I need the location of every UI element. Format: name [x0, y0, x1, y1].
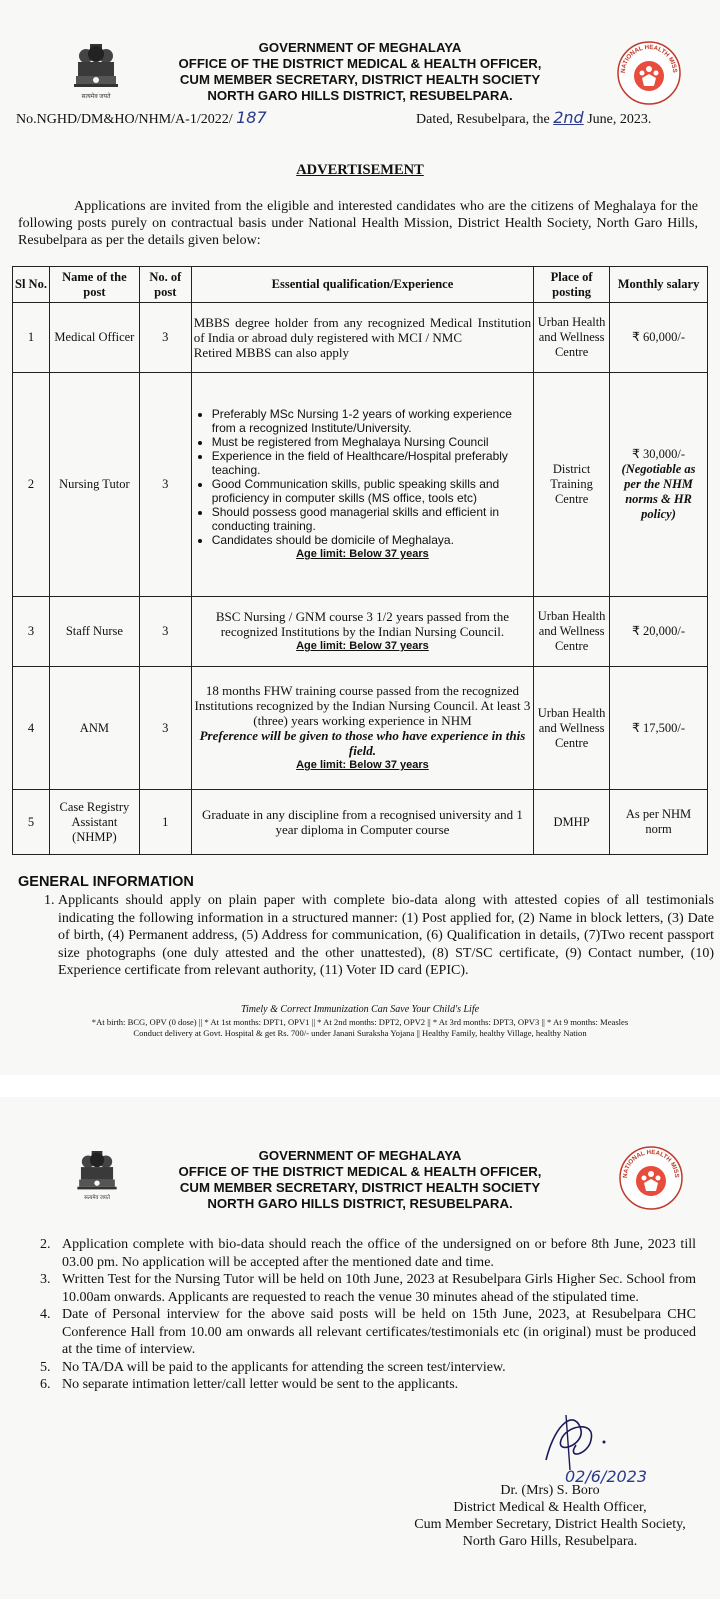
footer-line-1: *At birth: BCG, OPV (0 dose) || * At 1st months: DPT1, OPV1 || * At 2nd months: DPT2, OPV2 || * At 3rd months: DPT3, OPV3 || * At 9 months: Measles	[91, 1017, 629, 1027]
emblem-caption: सत्यमेव जयते	[81, 94, 111, 100]
dated-day-handwritten: 2nd	[553, 108, 584, 127]
reference-number: No.NGHD/DM&HO/NHM/A-1/2022/	[16, 112, 233, 127]
letterhead-line-4: NORTH GARO HILLS DISTRICT, RESUBELPARA.	[207, 1196, 513, 1211]
row-qualification	[191, 303, 533, 373]
item-number: 5.	[40, 1359, 51, 1375]
general-information-list	[40, 892, 714, 980]
letterhead	[0, 40, 720, 104]
signatory-name: Dr. (Mrs) S. Boro	[500, 1483, 600, 1498]
header-qualification: Essential qualification/Experience	[191, 267, 533, 303]
footer-line-2: Conduct delivery at Govt. Hospital & get Rs. 700/- under Janani Suraksha Yojana || Healthy Family, healthy Village, healthy Nation	[133, 1028, 587, 1038]
row-salary: As per NHM norm	[610, 790, 708, 855]
item-number: 6.	[40, 1377, 51, 1392]
general-information-item: 1. Applicants should apply on plain paper with complete bio-data along with attested copies of all testimonials indicating the following information in a structured manner: (1) Post applied for, (2) Name in block letters, (3) Date of birth, (4) Permanent address, (5) Address for communication, (6) Qualification in details, (7)Two recent passport size photographs (one duly attested and the other unattested), (8) ST/SC certificate, (9) Contact number, (10) Experience certificate from relevant authority, (11) Voter ID card (EPIC).	[58, 892, 714, 980]
row-qualification	[191, 373, 533, 597]
item-number: 2.	[40, 1237, 51, 1252]
bullet-item: • Should possess good managerial skills and efficient in conducting training.	[212, 505, 531, 533]
letterhead-line-2: OFFICE OF THE DISTRICT MEDICAL & HEALTH OFFICER,	[178, 1164, 542, 1179]
header-place: Place of posting	[534, 267, 610, 303]
list-item	[40, 1359, 696, 1377]
row-count: 3	[139, 373, 191, 597]
header-sl-no: Sl No.	[13, 267, 50, 303]
salary-note: (Negotiable as per the NHM norms & HR policy)	[621, 462, 696, 521]
general-information-title: GENERAL INFORMATION	[18, 874, 194, 890]
emblem-caption: सत्यमेव जयते	[84, 1195, 110, 1202]
row-sl: 1	[13, 303, 50, 373]
header-post-count: No. of post	[139, 267, 191, 303]
age-limit: Age limit: Below 37 years	[296, 640, 429, 652]
letterhead-line-1: GOVERNMENT OF MEGHALAYA	[258, 40, 462, 55]
dated-label: Dated, Resubelpara, the	[416, 112, 550, 127]
row-count: 3	[139, 303, 191, 373]
item-text: Date of Personal interview for the above said posts will be held on 15th June, 2023, at Resubelpara CHC Conference Hall from 10.00 am onwards all relevant certificates/testimonials etc (in original) must be produced at the time of interview.	[62, 1307, 696, 1357]
row-place: Urban Health and Wellness Centre	[534, 597, 610, 667]
age-limit: Age limit: Below 37 years	[296, 759, 429, 771]
row-place: Urban Health and Wellness Centre	[534, 667, 610, 790]
bullet-item: • Candidates should be domicile of Meghalaya.	[212, 533, 531, 547]
item-text: No separate intimation letter/call letter would be sent to the applicants.	[62, 1377, 459, 1392]
reference-number-handwritten: 187	[236, 108, 267, 127]
header-salary: Monthly salary	[610, 267, 708, 303]
row-salary: ₹ 17,500/-	[610, 667, 708, 790]
letterhead	[0, 1148, 720, 1212]
bullet-item: • Must be registered from Meghalaya Nursing Council	[212, 435, 531, 449]
row-count: 3	[139, 667, 191, 790]
advertisement-title: ADVERTISEMENT	[296, 162, 424, 178]
item-number: 3.	[40, 1272, 51, 1287]
table-row	[13, 373, 708, 597]
row-post: Case Registry Assistant (NHMP)	[49, 790, 139, 855]
row-qualification: Graduate in any discipline from a recognised university and 1 year diploma in Computer course	[191, 790, 533, 855]
table-header-row	[13, 267, 708, 303]
row-post: Medical Officer	[49, 303, 139, 373]
svg-text:NATIONAL HEALTH MISSION: NATIONAL HEALTH MISS	[621, 1148, 681, 1179]
signature-date-handwritten: 02/6/2023	[565, 1467, 648, 1486]
table-row	[13, 790, 708, 855]
header-post-name: Name of the post	[49, 267, 139, 303]
vacancy-table	[12, 266, 708, 855]
row-qualification	[191, 667, 533, 790]
row-post: Nursing Tutor	[49, 373, 139, 597]
immunization-footer	[6, 1017, 714, 1039]
qualification-text: 18 months FHW training course passed from the recognized Institutions recognized by the Indian Nursing Council. At least 3 (three) years working experience in NHM	[194, 683, 531, 728]
row-salary	[610, 373, 708, 597]
signatory-title-1: District Medical & Health Officer,	[453, 1500, 647, 1515]
row-salary: ₹ 20,000/-	[610, 597, 708, 667]
table-row	[13, 667, 708, 790]
item-text: Application complete with bio-data should reach the office of the undersigned on or before 8th June, 2023 till 03.00 pm. No application will be accepted after the mentioned date and time.	[62, 1237, 696, 1270]
row-post: Staff Nurse	[49, 597, 139, 667]
row-place: District Training Centre	[534, 373, 610, 597]
general-information-continued	[40, 1236, 696, 1394]
table-row	[13, 597, 708, 667]
row-sl: 5	[13, 790, 50, 855]
letterhead-line-3: CUM MEMBER SECRETARY, DISTRICT HEALTH SOCIETY	[179, 72, 541, 87]
signatory-title-2: Cum Member Secretary, District Health Society,	[414, 1517, 686, 1532]
list-item	[40, 1306, 696, 1359]
item-text: No TA/DA will be paid to the applicants for attending the screen test/interview.	[62, 1359, 506, 1375]
item-text: Written Test for the Nursing Tutor will be held on 10th June, 2023 at Resubelpara Girls Higher Sec. School from 10.00am onwards. Applicants are requested to reach the venue 30 minutes ahead of the stipulated time.	[62, 1272, 696, 1305]
row-sl: 4	[13, 667, 50, 790]
table-row	[13, 303, 708, 373]
item-number: 4.	[40, 1307, 51, 1322]
qualification-text: BSC Nursing / GNM course 3 1/2 years passed from the recognized Institutions by the Indian Nursing Council.	[215, 609, 510, 639]
letterhead-line-2: OFFICE OF THE DISTRICT MEDICAL & HEALTH OFFICER,	[178, 56, 542, 71]
dated-month-year: June, 2023.	[587, 112, 652, 127]
row-sl: 2	[13, 373, 50, 597]
qualification-preference: Preference will be given to those who have experience in this field.	[199, 728, 526, 758]
qualification-text: MBBS degree holder from any recognized Medical Institution of India or abroad duly registered with MCI / NMC	[193, 315, 532, 345]
row-count: 1	[139, 790, 191, 855]
row-place: DMHP	[534, 790, 610, 855]
bullet-item: • Preferably MSc Nursing 1-2 years of working experience from a recognized Institute/University.	[212, 407, 531, 435]
letterhead-line-1: GOVERNMENT OF MEGHALAYA	[258, 1148, 462, 1163]
row-salary: ₹ 60,000/-	[610, 303, 708, 373]
letterhead-line-4: NORTH GARO HILLS DISTRICT, RESUBELPARA.	[207, 88, 513, 103]
row-qualification	[191, 597, 533, 667]
salary-amount: ₹ 30,000/-	[631, 447, 686, 461]
list-item	[40, 1271, 696, 1306]
immunization-slogan: Timely & Correct Immunization Can Save Your Child's Life	[240, 1004, 480, 1015]
signature-block	[400, 1482, 700, 1550]
row-count: 3	[139, 597, 191, 667]
row-post: ANM	[49, 667, 139, 790]
row-sl: 3	[13, 597, 50, 667]
page-gap	[0, 1075, 720, 1097]
list-item	[40, 1236, 696, 1271]
letterhead-line-3: CUM MEMBER SECRETARY, DISTRICT HEALTH SOCIETY	[179, 1180, 541, 1195]
bullet-item: • Good Communication skills, public speaking skills and proficiency in computer skills (MS office, tools etc)	[212, 477, 531, 505]
svg-text:NATIONAL HEALTH MISSION: NATIONAL HEALTH MISS	[619, 43, 679, 74]
age-limit: Age limit: Below 37 years	[296, 548, 429, 560]
row-place: Urban Health and Wellness Centre	[534, 303, 610, 373]
qualification-bullets	[194, 407, 531, 547]
qualification-extra: Retired MBBS can also apply	[193, 345, 350, 360]
list-item	[40, 1376, 696, 1394]
intro-paragraph: Applications are invited from the eligible and interested candidates who are the citizens of Meghalaya for the following posts purely on contractual basis under National Health Mission, District Health Society, North Garo Hills, Resubelpara as per the details given below:	[18, 199, 698, 248]
signatory-title-3: North Garo Hills, Resubelpara.	[462, 1534, 638, 1549]
bullet-item: • Experience in the field of Healthcare/Hospital preferably teaching.	[212, 449, 531, 477]
